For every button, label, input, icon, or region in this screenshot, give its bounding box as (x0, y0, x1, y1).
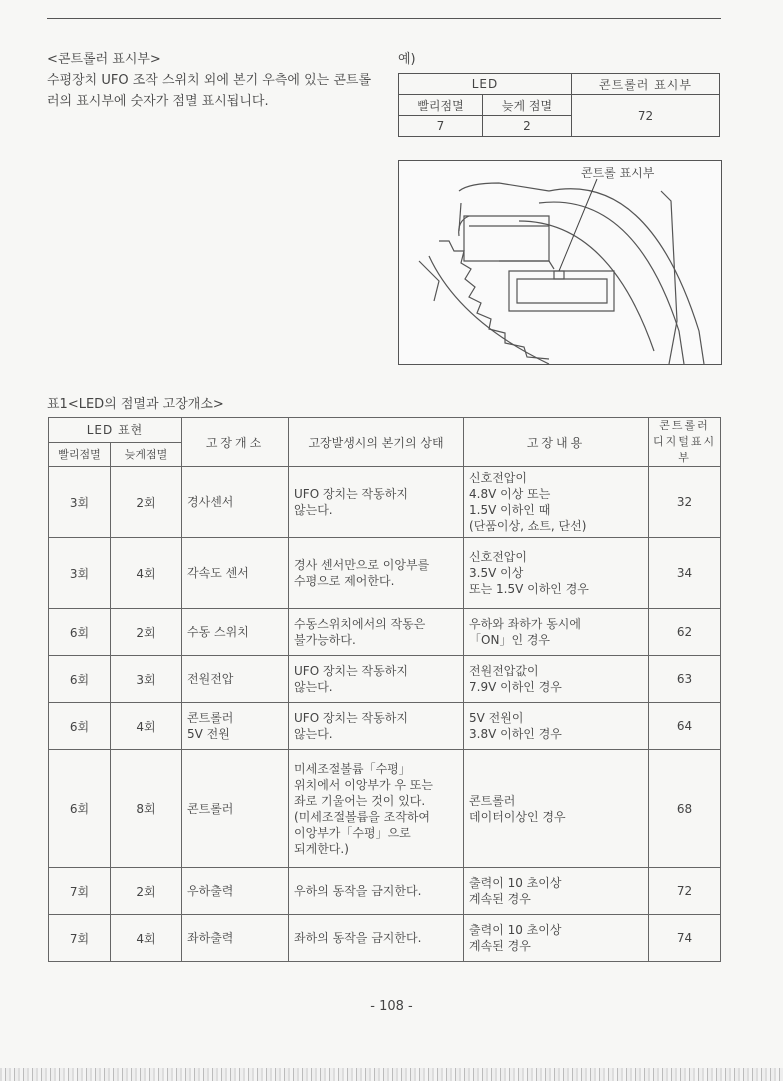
table-row (49, 750, 721, 868)
display-code: 62 (649, 609, 721, 656)
state-header: 고장발생시의 본기의 상태 (289, 418, 464, 467)
location-header: 고장개소 (182, 418, 289, 467)
page-number: - 108 - (370, 999, 413, 1014)
fast-count: 7회 (49, 915, 111, 962)
example-fast-header: 빨리점멸 (399, 95, 483, 116)
display-code: 74 (649, 915, 721, 962)
fault-detail: 우하와 좌하가 동시에 「ON」인 경우 (464, 609, 649, 656)
fault-location: 우하출력 (182, 868, 289, 915)
table-row (49, 703, 721, 750)
fault-detail: 출력이 10 초이상 계속된 경우 (464, 868, 649, 915)
slow-count: 2회 (111, 868, 182, 915)
scan-artifact-strip (0, 1068, 783, 1081)
fault-location: 각속도 센서 (182, 538, 289, 609)
slow-count: 4회 (111, 538, 182, 609)
table-row (49, 609, 721, 656)
fast-count: 6회 (49, 750, 111, 868)
fast-count: 7회 (49, 868, 111, 915)
detail-header: 고장내용 (464, 418, 649, 467)
example-slow-value: 2 (483, 116, 572, 137)
fault-detail: 콘트롤러 데이터이상인 경우 (464, 750, 649, 868)
fault-location: 수동 스위치 (182, 609, 289, 656)
table-row (49, 538, 721, 609)
intro-text: 수평장치 UFO 조작 스위치 외에 본기 우측에 있는 콘트롤러의 표시부에 숫자가 점멸 표시됩니다. (47, 73, 372, 109)
display-code: 34 (649, 538, 721, 609)
machine-state: UFO 장치는 작동하지 않는다. (289, 703, 464, 750)
example-controller-header: 콘트롤러 표시부 (572, 74, 720, 95)
code-header (649, 418, 721, 467)
diagram-callout: 콘트롤 표시부 (581, 166, 655, 180)
example-fast-value: 7 (399, 116, 483, 137)
fast-count: 6회 (49, 703, 111, 750)
fault-rows (49, 467, 721, 962)
display-code: 72 (649, 868, 721, 915)
example-led-header: LED (399, 74, 572, 95)
code-header-line1: 콘트롤러 (659, 419, 710, 432)
example-display-value: 72 (572, 95, 720, 137)
machine-state: UFO 장치는 작동하지 않는다. (289, 467, 464, 538)
fast-header: 빨리점멸 (49, 442, 111, 467)
fault-location: 경사센서 (182, 467, 289, 538)
display-code: 68 (649, 750, 721, 868)
slow-count: 4회 (111, 703, 182, 750)
example-table (398, 73, 720, 137)
table-caption: 표1<LED의 점멸과 고장개소> (47, 397, 224, 412)
code-header-line2: 디지털표시부 (652, 435, 717, 464)
fault-detail: 출력이 10 초이상 계속된 경우 (464, 915, 649, 962)
fault-detail: 신호전압이 3.5V 이상 또는 1.5V 이하인 경우 (464, 538, 649, 609)
slow-count: 4회 (111, 915, 182, 962)
table-row (49, 656, 721, 703)
display-code: 32 (649, 467, 721, 538)
machine-state: UFO 장치는 작동하지 않는다. (289, 656, 464, 703)
fault-table (48, 417, 721, 962)
display-code: 63 (649, 656, 721, 703)
section-heading: <콘트롤러 표시부> (47, 52, 161, 67)
example-label: 예) (398, 52, 416, 67)
machine-illustration (399, 161, 721, 364)
machine-state: 우하의 동작을 금지한다. (289, 868, 464, 915)
table-row (49, 868, 721, 915)
fast-count: 3회 (49, 467, 111, 538)
slow-count: 2회 (111, 609, 182, 656)
example-slow-header: 늦게 점멸 (483, 95, 572, 116)
fast-count: 6회 (49, 609, 111, 656)
table-row (49, 915, 721, 962)
fault-location: 좌하출력 (182, 915, 289, 962)
fault-location: 콘트롤러 (182, 750, 289, 868)
machine-state: 수동스위치에서의 작동은 불가능하다. (289, 609, 464, 656)
display-code: 64 (649, 703, 721, 750)
machine-state: 좌하의 동작을 금지한다. (289, 915, 464, 962)
machine-state: 경사 센서만으로 이앙부를 수평으로 제어한다. (289, 538, 464, 609)
slow-count: 3회 (111, 656, 182, 703)
machine-state: 미세조절볼륨「수평」 위치에서 이앙부가 우 또는 좌로 기울어는 것이 있다. (미세조절볼륨을 조작하여 이앙부가「수평」으로 되게한다.) (289, 750, 464, 868)
slow-count: 8회 (111, 750, 182, 868)
fast-count: 6회 (49, 656, 111, 703)
fault-detail: 신호전압이 4.8V 이상 또는 1.5V 이하인 때 (단품이상, 쇼트, 단선) (464, 467, 649, 538)
fast-count: 3회 (49, 538, 111, 609)
slow-header: 늦게점멸 (111, 442, 182, 467)
fault-location: 전원전압 (182, 656, 289, 703)
controller-diagram (398, 160, 722, 365)
led-header: LED 표현 (49, 418, 182, 443)
top-rule (47, 18, 721, 19)
fault-detail: 전원전압값이 7.9V 이하인 경우 (464, 656, 649, 703)
fault-location: 콘트롤러 5V 전원 (182, 703, 289, 750)
slow-count: 2회 (111, 467, 182, 538)
table-row (49, 467, 721, 538)
fault-detail: 5V 전원이 3.8V 이하인 경우 (464, 703, 649, 750)
